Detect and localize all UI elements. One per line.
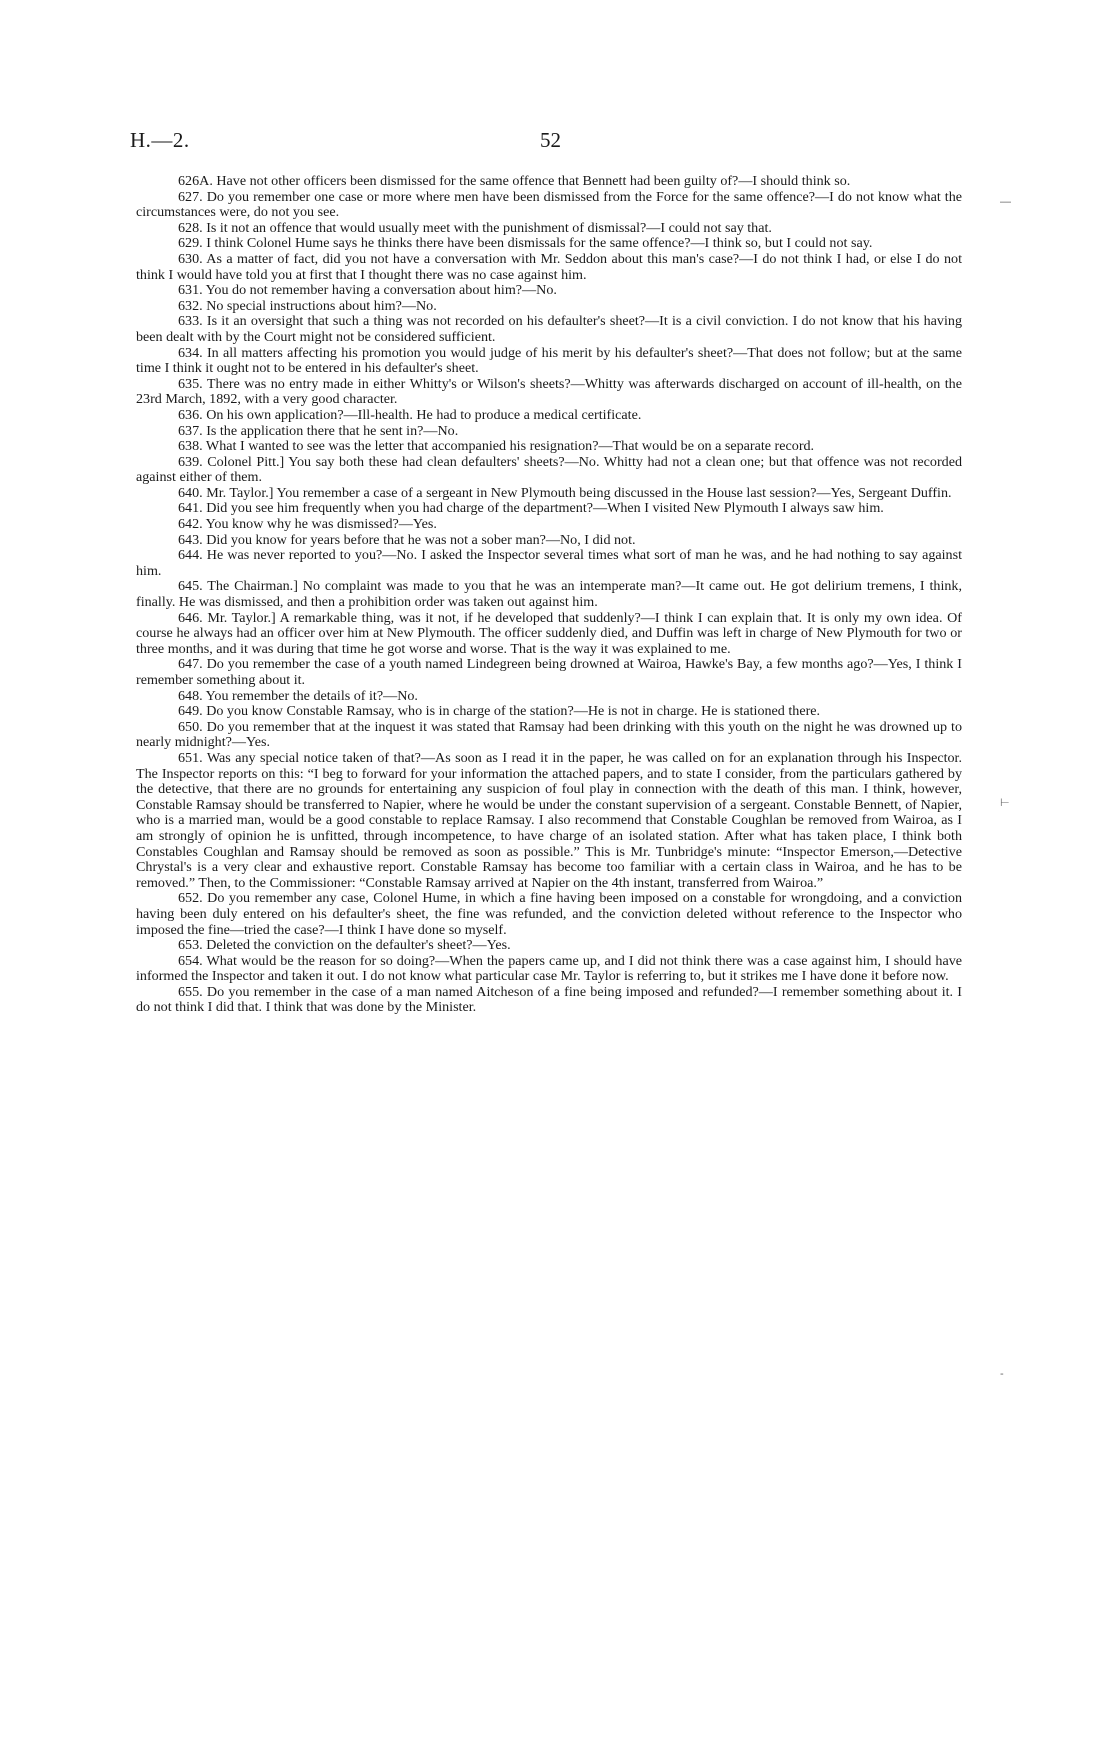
page-header xyxy=(130,128,970,158)
testimony-paragraph: 653. Deleted the conviction on the defaulter's sheet?—Yes. xyxy=(178,937,511,954)
testimony-paragraph: 644. He was never reported to you?—No. I asked the Inspector several times what sort of man he was, and he had nothing to say against him. xyxy=(136,547,962,579)
testimony-paragraph: 650. Do you remember that at the inquest it was stated that Ramsay had been drinking with this youth on the night he was drowned up to nearly midnight?—Yes. xyxy=(136,718,962,751)
testimony-paragraph: 634. In all matters affecting his promotion you would judge of his merit by his defaulter's sheet?—That does not follow; but at the same time I think it ought not to be entered in his defaulter's sheet. xyxy=(136,344,962,377)
testimony-paragraph: 636. On his own application?—Ill-health. He had to produce a medical certificate. xyxy=(178,406,642,423)
testimony-paragraph: 647. Do you remember the case of a youth named Lindegreen being drowned at Wairoa, Hawke's Bay, a few months ago?—Yes, I think I remember something about it. xyxy=(136,656,962,688)
testimony-paragraph: 629. I think Colonel Hume says he thinks there have been dismissals for the same offence?—I think so, but I could not say. xyxy=(178,235,873,252)
document-reference: H.—2. xyxy=(130,128,190,152)
testimony-paragraph: 635. There was no entry made in either Whitty's or Wilson's sheets?—Whitty was afterwards discharged on account of ill-health, on the 23rd March, 1892, with a very good character. xyxy=(136,375,962,408)
margin-mark: - xyxy=(1000,1368,1004,1380)
testimony-paragraph: 646. Mr. Taylor.] A remarkable thing, was it not, if he developed that suddenly?—I think I can explain that. It is only my own idea. Of course he always had an officer over him at New Plymouth. The officer suddenly died, and Duffin was left in charge of New Plymouth for two or three months, and it was during that time he got worse and worse. That is the way it was explained to me. xyxy=(136,609,962,657)
testimony-body xyxy=(136,174,962,1016)
testimony-paragraph: 648. You remember the details of it?—No. xyxy=(178,687,418,704)
margin-mark: ⊢ xyxy=(1000,797,1010,809)
margin-mark: — xyxy=(1000,196,1011,208)
testimony-paragraph: 640. Mr. Taylor.] You remember a case of a sergeant in New Plymouth being discussed in the House last session?—Yes, Sergeant Duffin. xyxy=(178,484,952,501)
testimony-paragraph: 628. Is it not an offence that would usually meet with the punishment of dismissal?—I could not say that. xyxy=(178,219,772,236)
testimony-paragraph: 639. Colonel Pitt.] You say both these had clean defaulters' sheets?—No. Whitty had not a clean one; but that offence was not recorded against either of them. xyxy=(136,453,962,486)
testimony-paragraph: 651. Was any special notice taken of that?—As soon as I read it in the paper, he was called on for an explanation through his Inspector. The Inspector reports on this: “I beg to forward for your information the attached papers, and to state I consider, from the particulars gathered by the detective, that there are no grounds for entertaining any suspicion of foul play in connection with the death of this man. I think, however, Constable Ramsay should be transferred to Napier, where he would be under the constant supervision of a sergeant. Constable Bennett, of Napier, who is a married man, would be a good constable to replace Ramsay. I also recommend that Constable Coughlan be removed from Wairoa, as I am strongly of opinion he is unfitted, through incompetence, to have charge of an isolated station. After what has taken place, I think both Constables Coughlan and Ramsay should be removed as soon as possible.” This is Mr. Tunbridge's minute: “Inspector Emerson,—Detective Chrystal's is a very clear and exhaustive report. Constable Ramsay has become too familiar with a certain class in Wairoa, and he has to be removed.” Then, to the Commissioner: “Constable Ramsay arrived at Napier on the 4th instant, transferred from Wairoa.” xyxy=(136,749,962,891)
testimony-paragraph: 626A. Have not other officers been dismissed for the same offence that Bennett had been guilty of?—I should think so. xyxy=(178,173,851,189)
testimony-paragraph: 652. Do you remember any case, Colonel Hume, in which a fine having been imposed on a constable for wrongdoing, and a conviction having been duly entered on his defaulter's sheet, the fine was refunded, and the conviction deleted without reference to the Inspector who imposed the fine—tried the case?—I think I have done so myself. xyxy=(136,890,962,938)
testimony-paragraph: 649. Do you know Constable Ramsay, who is in charge of the station?—He is not in charge. He is stationed there. xyxy=(178,703,821,720)
testimony-paragraph: 641. Did you see him frequently when you had charge of the department?—When I visited New Plymouth I always saw him. xyxy=(178,500,884,517)
testimony-paragraph: 655. Do you remember in the case of a man named Aitcheson of a fine being imposed and refunded?—I remember something about it. I do not think I did that. I think that was done by the Minister. xyxy=(136,983,962,1016)
page-number: 52 xyxy=(540,128,561,152)
testimony-paragraph: 627. Do you remember one case or more where men have been dismissed from the Force for the same offence?—I do not know what the circumstances were, do not you see. xyxy=(136,188,962,221)
testimony-paragraph: 631. You do not remember having a conversation about him?—No. xyxy=(178,282,557,299)
testimony-paragraph: 633. Is it an oversight that such a thing was not recorded on his defaulter's sheet?—It is a civil conviction. I do not know that his having been dealt with by the Court might not be considered sufficient. xyxy=(136,313,962,345)
testimony-paragraph: 643. Did you know for years before that he was not a sober man?—No, I did not. xyxy=(178,531,636,548)
testimony-paragraph: 637. Is the application there that he sent in?—No. xyxy=(178,422,459,439)
testimony-paragraph: 645. The Chairman.] No complaint was made to you that he was an intemperate man?—It came out. He got delirium tremens, I think, finally. He was dismissed, and then a prohibition order was taken out against him. xyxy=(136,578,962,611)
testimony-paragraph: 642. You know why he was dismissed?—Yes. xyxy=(178,516,437,533)
testimony-paragraph: 632. No special instructions about him?—No. xyxy=(178,297,437,314)
testimony-paragraph: 630. As a matter of fact, did you not have a conversation with Mr. Seddon about this man's case?—I do not think I had, or else I do not think I would have told you at first that I thought there was no case against him. xyxy=(136,250,962,283)
testimony-paragraph: 654. What would be the reason for so doing?—When the papers came up, and I did not think there was a case against him, I should have informed the Inspector and taken it out. I do not know what particular case Mr. Taylor is referring to, but it strikes me I have done it before now. xyxy=(136,952,962,985)
testimony-paragraph: 638. What I wanted to see was the letter that accompanied his resignation?—That would be on a separate record. xyxy=(178,438,815,455)
